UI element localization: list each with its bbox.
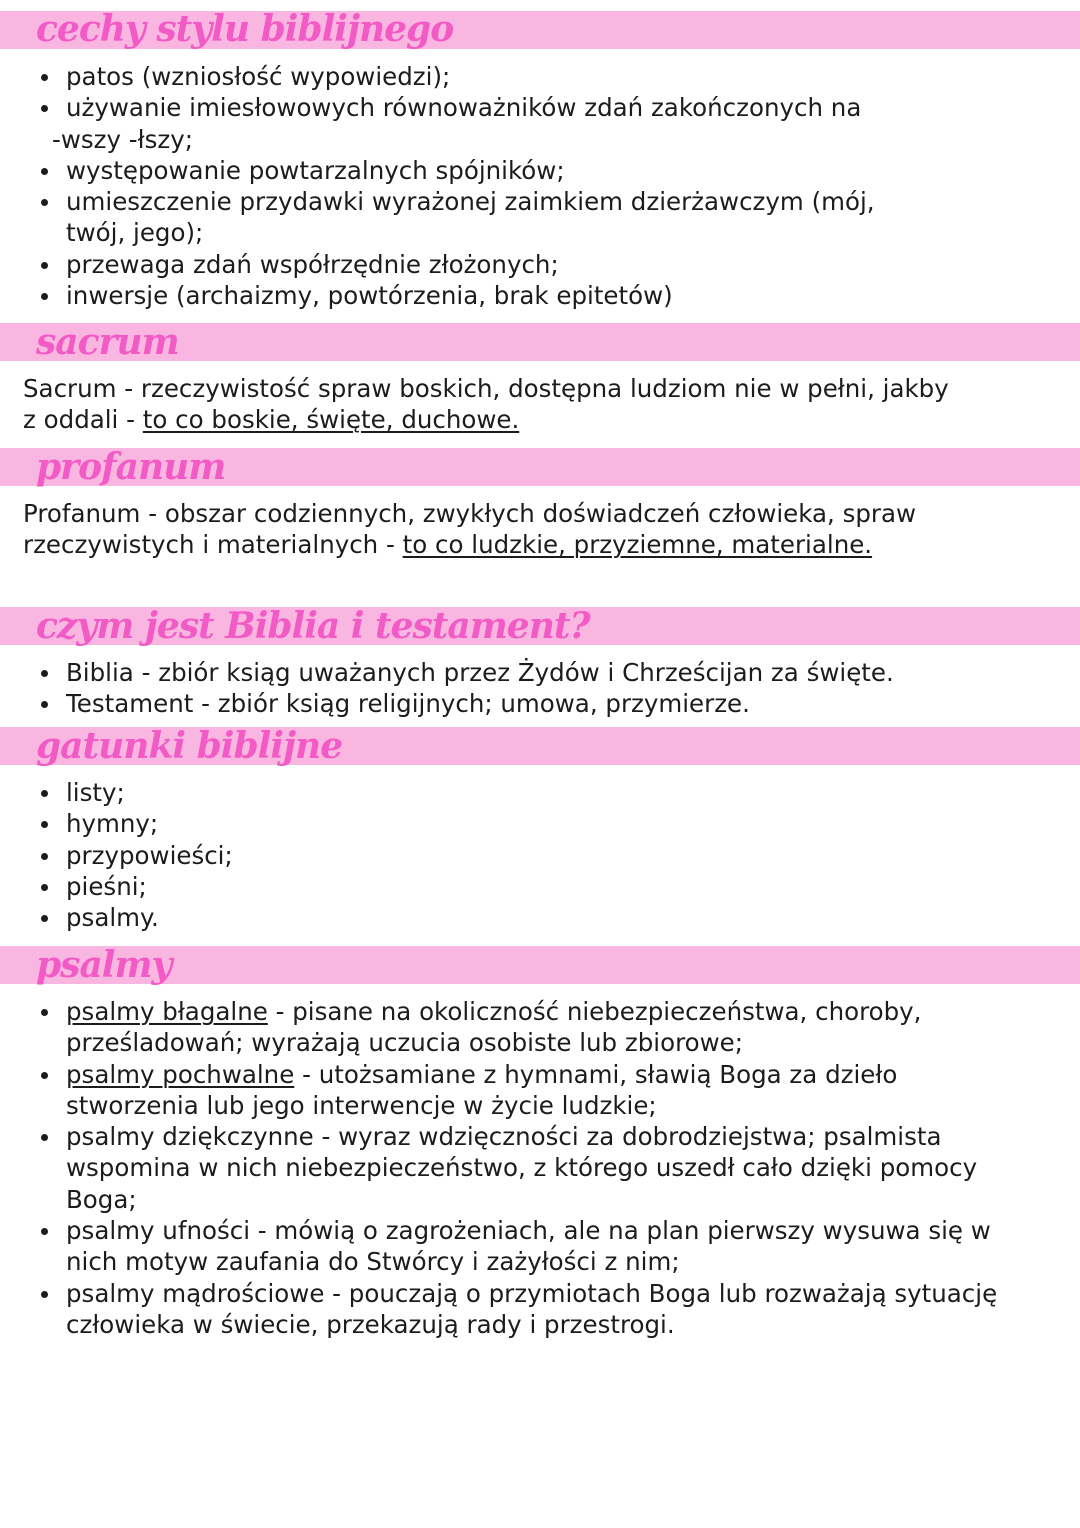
list-item: używanie imiesłowowych równoważników zdań zakończonych na bbox=[66, 92, 926, 123]
list-item: przewaga zdań współrzędnie złożonych; bbox=[66, 249, 1080, 280]
psalm-type-term: psalmy błagalne bbox=[66, 997, 268, 1026]
profanum-definition: Profanum - obszar codziennych, zwykłych doświadczeń człowieka, spraw rzeczywistych i materialnych - bbox=[23, 499, 917, 560]
list-item: inwersje (archaizmy, powtórzenia, brak epitetów) bbox=[66, 280, 1080, 311]
heading-sacrum: sacrum bbox=[36, 321, 179, 363]
list-item-continuation: -wszy -łszy; bbox=[52, 124, 193, 154]
paragraph-profanum bbox=[23, 498, 923, 561]
list-item bbox=[66, 1059, 1026, 1122]
list-item: występowanie powtarzalnych spójników; bbox=[66, 155, 1080, 186]
list-item: Biblia - zbiór ksiąg uważanych przez Żydów i Chrześcijan za święte. bbox=[66, 657, 1080, 688]
heading-cechy: cechy stylu biblijnego bbox=[36, 8, 454, 50]
list-cechy bbox=[0, 61, 1080, 311]
list-gatunki bbox=[0, 777, 1080, 933]
list-item bbox=[66, 996, 1026, 1059]
list-item: psalmy dziękczynne - wyraz wdzięczności za dobrodziejstwa; psalmista wspomina w nich niebezpieczeństwo, z którego uszedł cało dzięki pomocy Boga; bbox=[66, 1121, 1026, 1215]
heading-psalmy: psalmy bbox=[36, 944, 172, 986]
profanum-underlined: to co ludzkie, przyziemne, materialne. bbox=[402, 530, 873, 560]
psalm-type-description: - pisane na okoliczność niebezpieczeństwa, choroby, prześladowań; wyrażają uczucia osobiste lub zbiorowe; bbox=[66, 997, 922, 1058]
list-item: psalmy ufności - mówią o zagrożeniach, ale na plan pierwszy wysuwa się w nich motyw zaufania do Stwórcy i zażyłości z nim; bbox=[66, 1215, 1026, 1278]
list-item: listy; bbox=[66, 777, 1080, 808]
list-item: umieszczenie przydawki wyrażonej zaimkiem dzierżawczym (mój, twój, jego); bbox=[66, 186, 926, 249]
list-psalmy bbox=[0, 996, 1026, 1340]
list-item: hymny; bbox=[66, 808, 1080, 839]
psalm-type-term: psalmy pochwalne bbox=[66, 1059, 295, 1089]
sacrum-definition: Sacrum - rzeczywistość spraw boskich, dostępna ludziom nie w pełni, jakby z oddali - bbox=[23, 374, 949, 435]
list-item: przypowieści; bbox=[66, 840, 1080, 871]
list-item: Testament - zbiór ksiąg religijnych; umowa, przymierze. bbox=[66, 688, 1080, 719]
list-item: psalmy mądrościowe - pouczają o przymiotach Boga lub rozważają sytuację człowieka w świecie, przekazują rady i przestrogi. bbox=[66, 1278, 1026, 1341]
heading-profanum: profanum bbox=[36, 446, 226, 488]
list-biblia bbox=[0, 657, 1080, 720]
list-item: pieśni; bbox=[66, 871, 1080, 902]
paragraph-sacrum bbox=[23, 373, 963, 436]
list-item: psalmy. bbox=[66, 902, 1080, 933]
psalm-type-description: - utożsamiane z hymnami, sławią Boga za dzieło stworzenia lub jego interwencje w życie ludzkie; bbox=[66, 1059, 898, 1120]
sacrum-underlined: to co boskie, święte, duchowe. bbox=[142, 405, 520, 435]
heading-gatunki: gatunki biblijne bbox=[36, 725, 343, 767]
list-item: patos (wzniosłość wypowiedzi); bbox=[66, 61, 1080, 92]
heading-biblia: czym jest Biblia i testament? bbox=[36, 605, 590, 647]
